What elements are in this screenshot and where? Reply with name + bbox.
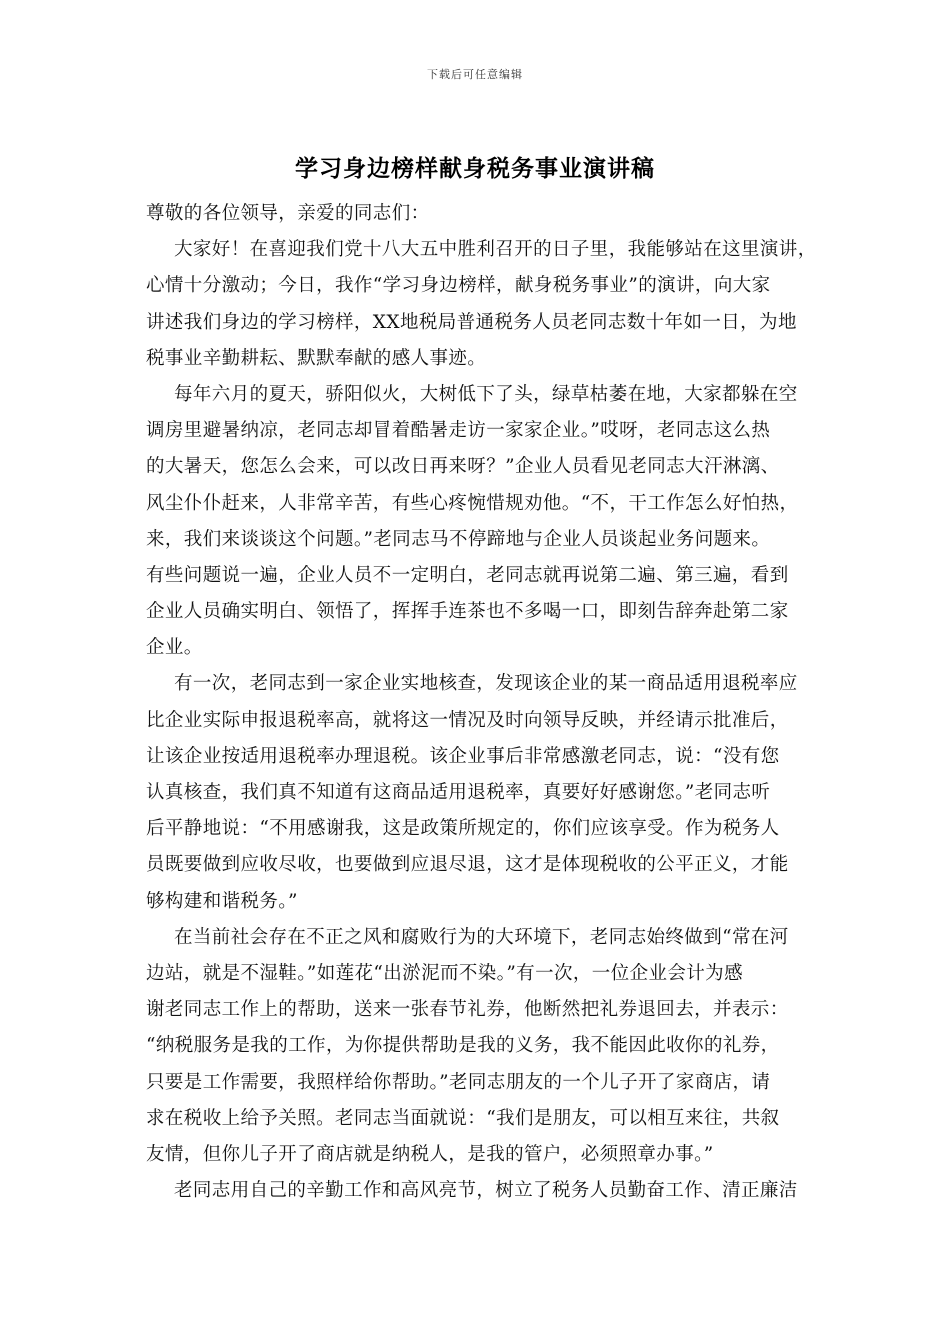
text-line: 友情，但你儿子开了商店就是纳税人，是我的管户，必须照章办事。” (146, 1143, 714, 1165)
text-line: 老同志用自己的辛勤工作和高风亮节，树立了税务人员勤奋工作、清正廉洁 (174, 1180, 798, 1202)
text-line: 认真核查，我们真不知道有这商品适用退税率，真要好好感谢您。”老同志听 (146, 782, 771, 803)
text-line: 企业人员确实明白、领悟了，挥挥手连茶也不多喝一口，即刻告辞奔赴第二家 (146, 601, 789, 623)
text-line: 有一次，老同志到一家企业实地核查，发现该企业的某一商品适用退税率应 (174, 673, 798, 695)
text-line: 在当前社会存在不正之风和腐败行为的大环境下，老同志始终做到“常在河 (174, 926, 789, 948)
text-line: 员既要做到应收尽收，也要做到应退尽退，这才是体现税收的公平正义，才能 (146, 854, 789, 876)
text-line: 求在税收上给予关照。老同志当面就说：“我们是朋友，可以相互来往，共叙 (146, 1107, 780, 1129)
text-line: “纳税服务是我的工作，为你提供帮助是我的义务，我不能因此收你的礼券， (146, 1035, 780, 1057)
text-line: 的大暑天，您怎么会来，可以改日再来呀？”企业人员看见老同志大汗淋漓、 (146, 456, 780, 478)
text-line: 边站，就是不湿鞋。”如莲花“出淤泥而不染。”有一次，一位企业会计为感 (146, 962, 743, 984)
text-line: 只要是工作需要，我照样给你帮助。”老同志朋友的一个儿子开了家商店，请 (146, 1071, 771, 1093)
text-line: 税事业辛勤耕耘、默默奉献的感人事迹。 (146, 347, 487, 369)
text-line: 比企业实际申报退税率高，就将这一情况及时向领导反映，并经请示批准后， (146, 709, 789, 731)
text-line: 大家好！在喜迎我们党十八大五中胜利召开的日子里，我能够站在这里演讲， (174, 239, 817, 261)
header-note: 下载后可任意编辑 (427, 68, 523, 81)
text-line: 每年六月的夏天，骄阳似火，大树低下了头，绿草枯萎在地，大家都躲在空 (174, 383, 798, 405)
text-line: 讲述我们身边的学习榜样，XX地税局普通税务人员老同志数十年如一日，为地 (146, 311, 797, 333)
text-line: 够构建和谐税务。” (146, 890, 298, 912)
text-line: 让该企业按适用退税率办理退税。该企业事后非常感激老同志，说：“没有您 (146, 745, 780, 767)
text-line: 调房里避暑纳凉，老同志却冒着酷暑走访一家家企业。”哎呀，老同志这么热 (146, 420, 771, 442)
text-line: 风尘仆仆赶来，人非常辛苦，有些心疼惋惜规劝他。“不，干工作怎么好怕热， (146, 492, 799, 514)
document-title: 学习身边榜样献身税务事业演讲稿 (295, 155, 655, 182)
text-line: 来，我们来谈谈这个问题。”老同志马不停蹄地与企业人员谈起业务问题来。 (146, 528, 771, 550)
text-line: 谢老同志工作上的帮助，送来一张春节礼券，他断然把礼券退回去，并表示： (146, 999, 789, 1021)
text-line: 心情十分激动；今日，我作“学习身边榜样，献身税务事业”的演讲，向大家 (146, 275, 771, 297)
text-line: 企业。 (146, 637, 203, 659)
document-body (146, 196, 817, 1209)
text-line: 有些问题说一遍，企业人员不一定明白，老同志就再说第二遍、第三遍，看到 (146, 564, 789, 586)
text-line: 尊敬的各位领导，亲爱的同志们： (146, 203, 430, 224)
text-line: 后平静地说：“不用感谢我，这是政策所规定的，你们应该享受。作为税务人 (146, 818, 780, 840)
